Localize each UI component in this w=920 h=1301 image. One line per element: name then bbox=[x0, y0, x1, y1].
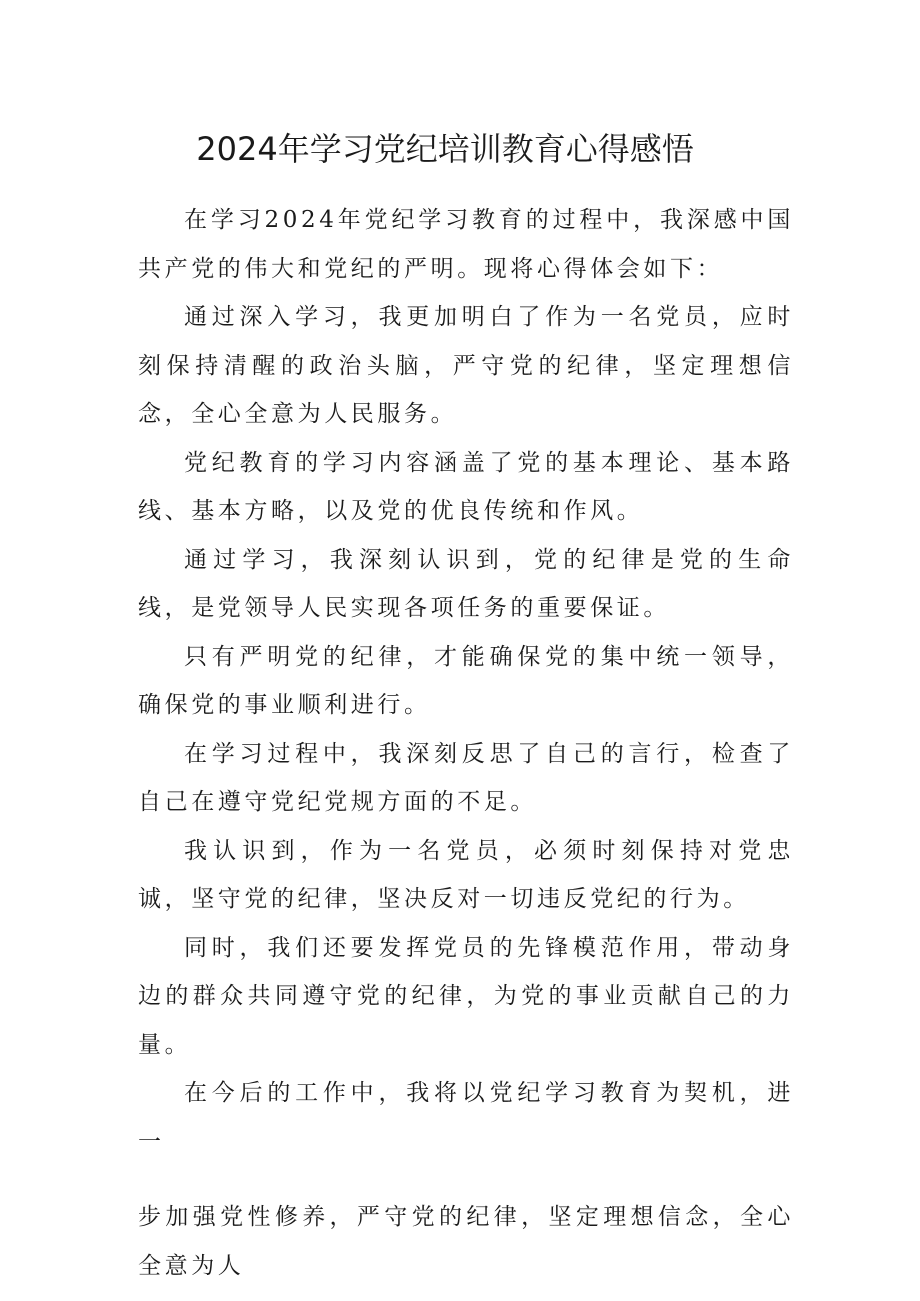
document-body bbox=[138, 196, 794, 1290]
paragraph: 只有严明党的纪律，才能确保党的集中统一领导，确保党的事业顺利进行。 bbox=[138, 643, 794, 718]
paragraph: 通过学习，我深刻认识到，党的纪律是党的生命线，是党领导人民实现各项任务的重要保证。 bbox=[138, 546, 794, 621]
paragraph-continuation: 步加强党性修养，严守党的纪律，坚定理想信念，全心全意为人 bbox=[138, 1204, 794, 1279]
paragraph: 党纪教育的学习内容涵盖了党的基本理论、基本路线、基本方略，以及党的优良传统和作风。 bbox=[138, 449, 794, 524]
paragraph: 同时，我们还要发挥党员的先锋模范作用，带动身边的群众共同遵守党的纪律，为党的事业贡献自己的力量。 bbox=[138, 934, 794, 1058]
paragraph: 在学习2024年党纪学习教育的过程中，我深感中国共产党的伟大和党纪的严明。现将心得体会如下： bbox=[138, 207, 794, 282]
paragraph: 通过深入学习，我更加明白了作为一名党员，应时刻保持清醒的政治头脑，严守党的纪律，坚定理想信念，全心全意为人民服务。 bbox=[138, 304, 794, 427]
document-title: 2024年学习党纪培训教育心得感悟 bbox=[196, 130, 694, 169]
paragraph: 我认识到，作为一名党员，必须时刻保持对党忠诚，坚守党的纪律，坚决反对一切违反党纪的行为。 bbox=[138, 837, 794, 912]
paragraph: 在今后的工作中，我将以党纪学习教育为契机，进一 bbox=[138, 1080, 794, 1155]
paragraph: 在学习过程中，我深刻反思了自己的言行，检查了自己在遵守党纪党规方面的不足。 bbox=[138, 740, 794, 815]
